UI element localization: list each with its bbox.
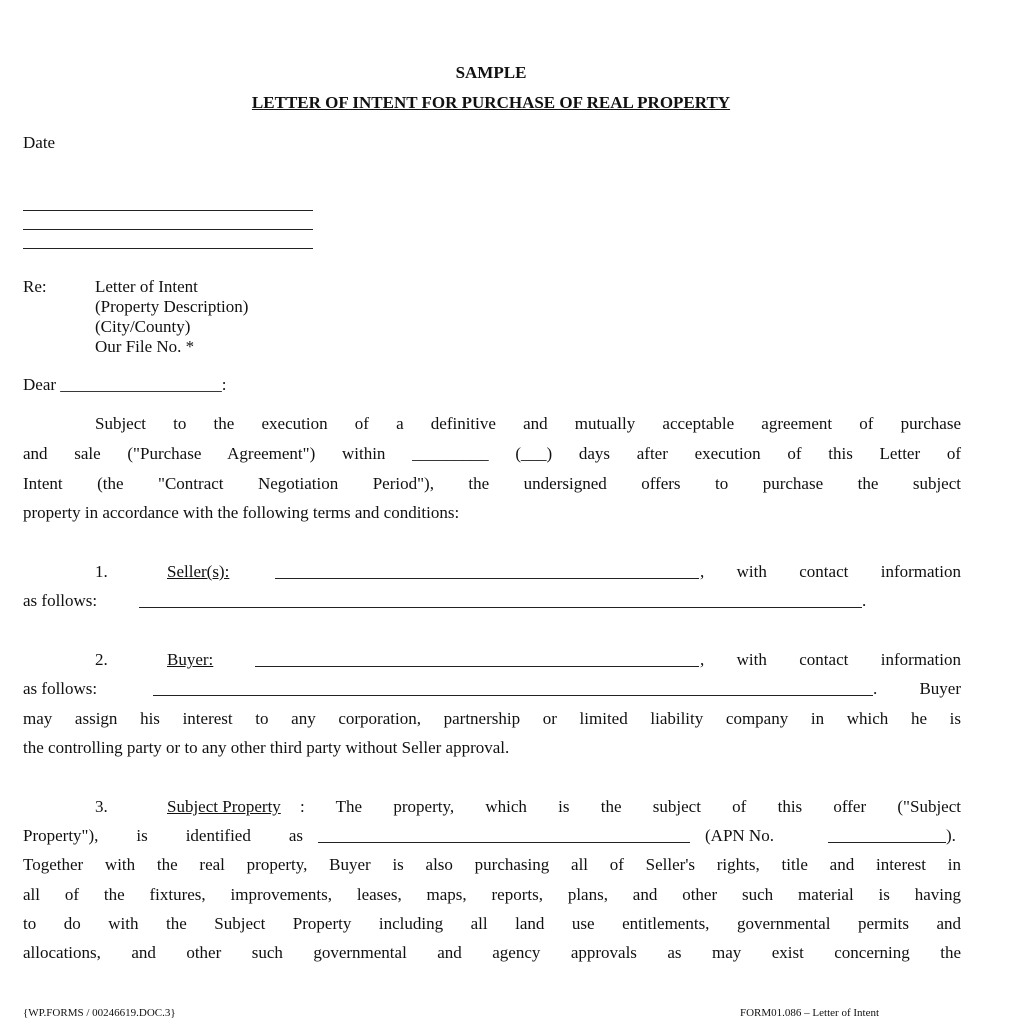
re-line: (City/County) [95,317,191,336]
item-3-line-6: allocations, and other such governmental and agency approvals as may exist concerning the [23,943,961,962]
salutation: Dear ___________________: [23,375,227,394]
item-1-as-follows: as follows: [23,591,98,610]
item-3-heading: Subject Property [167,797,281,816]
seller-contact-blank[interactable] [139,607,862,608]
sample-heading: SAMPLE [455,63,527,82]
intro-line-4: property in accordance with the following terms and conditions: [23,503,460,522]
item-1-period: . [862,591,867,610]
address-line-3[interactable] [23,248,313,249]
item-2-number: 2. [95,650,108,669]
item-2-buyer-tail: . Buyer [873,679,961,698]
intro-line-2: and sale ("Purchase Agreement") within _________ (___) days after execution of this Letter of [23,444,961,463]
item-2-line-3: may assign his interest to any corporation, partnership or limited liability company in which he is [23,709,961,728]
salutation-blank[interactable]: ___________________ [60,375,222,394]
item-3-apn-label: (APN No. [705,826,774,845]
item-3-line-5: to do with the Subject Property including all land use entitlements, governmental permits and [23,914,961,933]
item-1-number: 1. [95,562,108,581]
item-3-line-1: : The property, which is the subject of this offer ("Subject [300,797,961,816]
buyer-name-blank[interactable] [255,666,699,667]
item-3-line-3: Together with the real property, Buyer is also purchasing all of Seller's rights, title and interest in [23,855,961,874]
re-block [95,277,248,357]
re-line: Our File No. * [95,337,195,356]
item-2-line-4: the controlling party or to any other third party without Seller approval. [23,738,510,757]
item-1-after-blank: , with contact information [700,562,961,581]
property-description-blank[interactable] [318,842,690,843]
footer-right: FORM01.086 – Letter of Intent [740,1007,880,1019]
item-3-line-2-suffix: ). [946,826,956,845]
date-label: Date [23,133,56,152]
re-line: Letter of Intent [95,277,198,296]
intro-line-1: Subject to the execution of a definitive and mutually acceptable agreement of purchase [95,414,961,433]
apn-blank[interactable] [828,842,946,843]
item-1-heading: Seller(s): [167,562,230,581]
re-line: (Property Description) [95,297,249,316]
item-3-number: 3. [95,797,108,816]
intro-line-3: Intent (the "Contract Negotiation Period"), the undersigned offers to purchase the subject [23,474,961,493]
re-label: Re: [23,277,47,296]
item-3-line-4: all of the fixtures, improvements, leases, maps, reports, plans, and other such material is having [23,885,961,904]
item-2-as-follows: as follows: [23,679,98,698]
address-line-2[interactable] [23,229,313,230]
item-2-heading: Buyer: [167,650,214,669]
buyer-contact-blank[interactable] [153,695,873,696]
seller-name-blank[interactable] [275,578,699,579]
item-2-after-blank: , with contact information [700,650,961,669]
document-title: LETTER OF INTENT FOR PURCHASE OF REAL PROPERTY [251,93,731,112]
address-line-1[interactable] [23,210,313,211]
footer-left: {WP.FORMS / 00246619.DOC.3} [23,1007,176,1019]
item-3-line-2-prefix: Property"), is identified as [23,826,303,845]
